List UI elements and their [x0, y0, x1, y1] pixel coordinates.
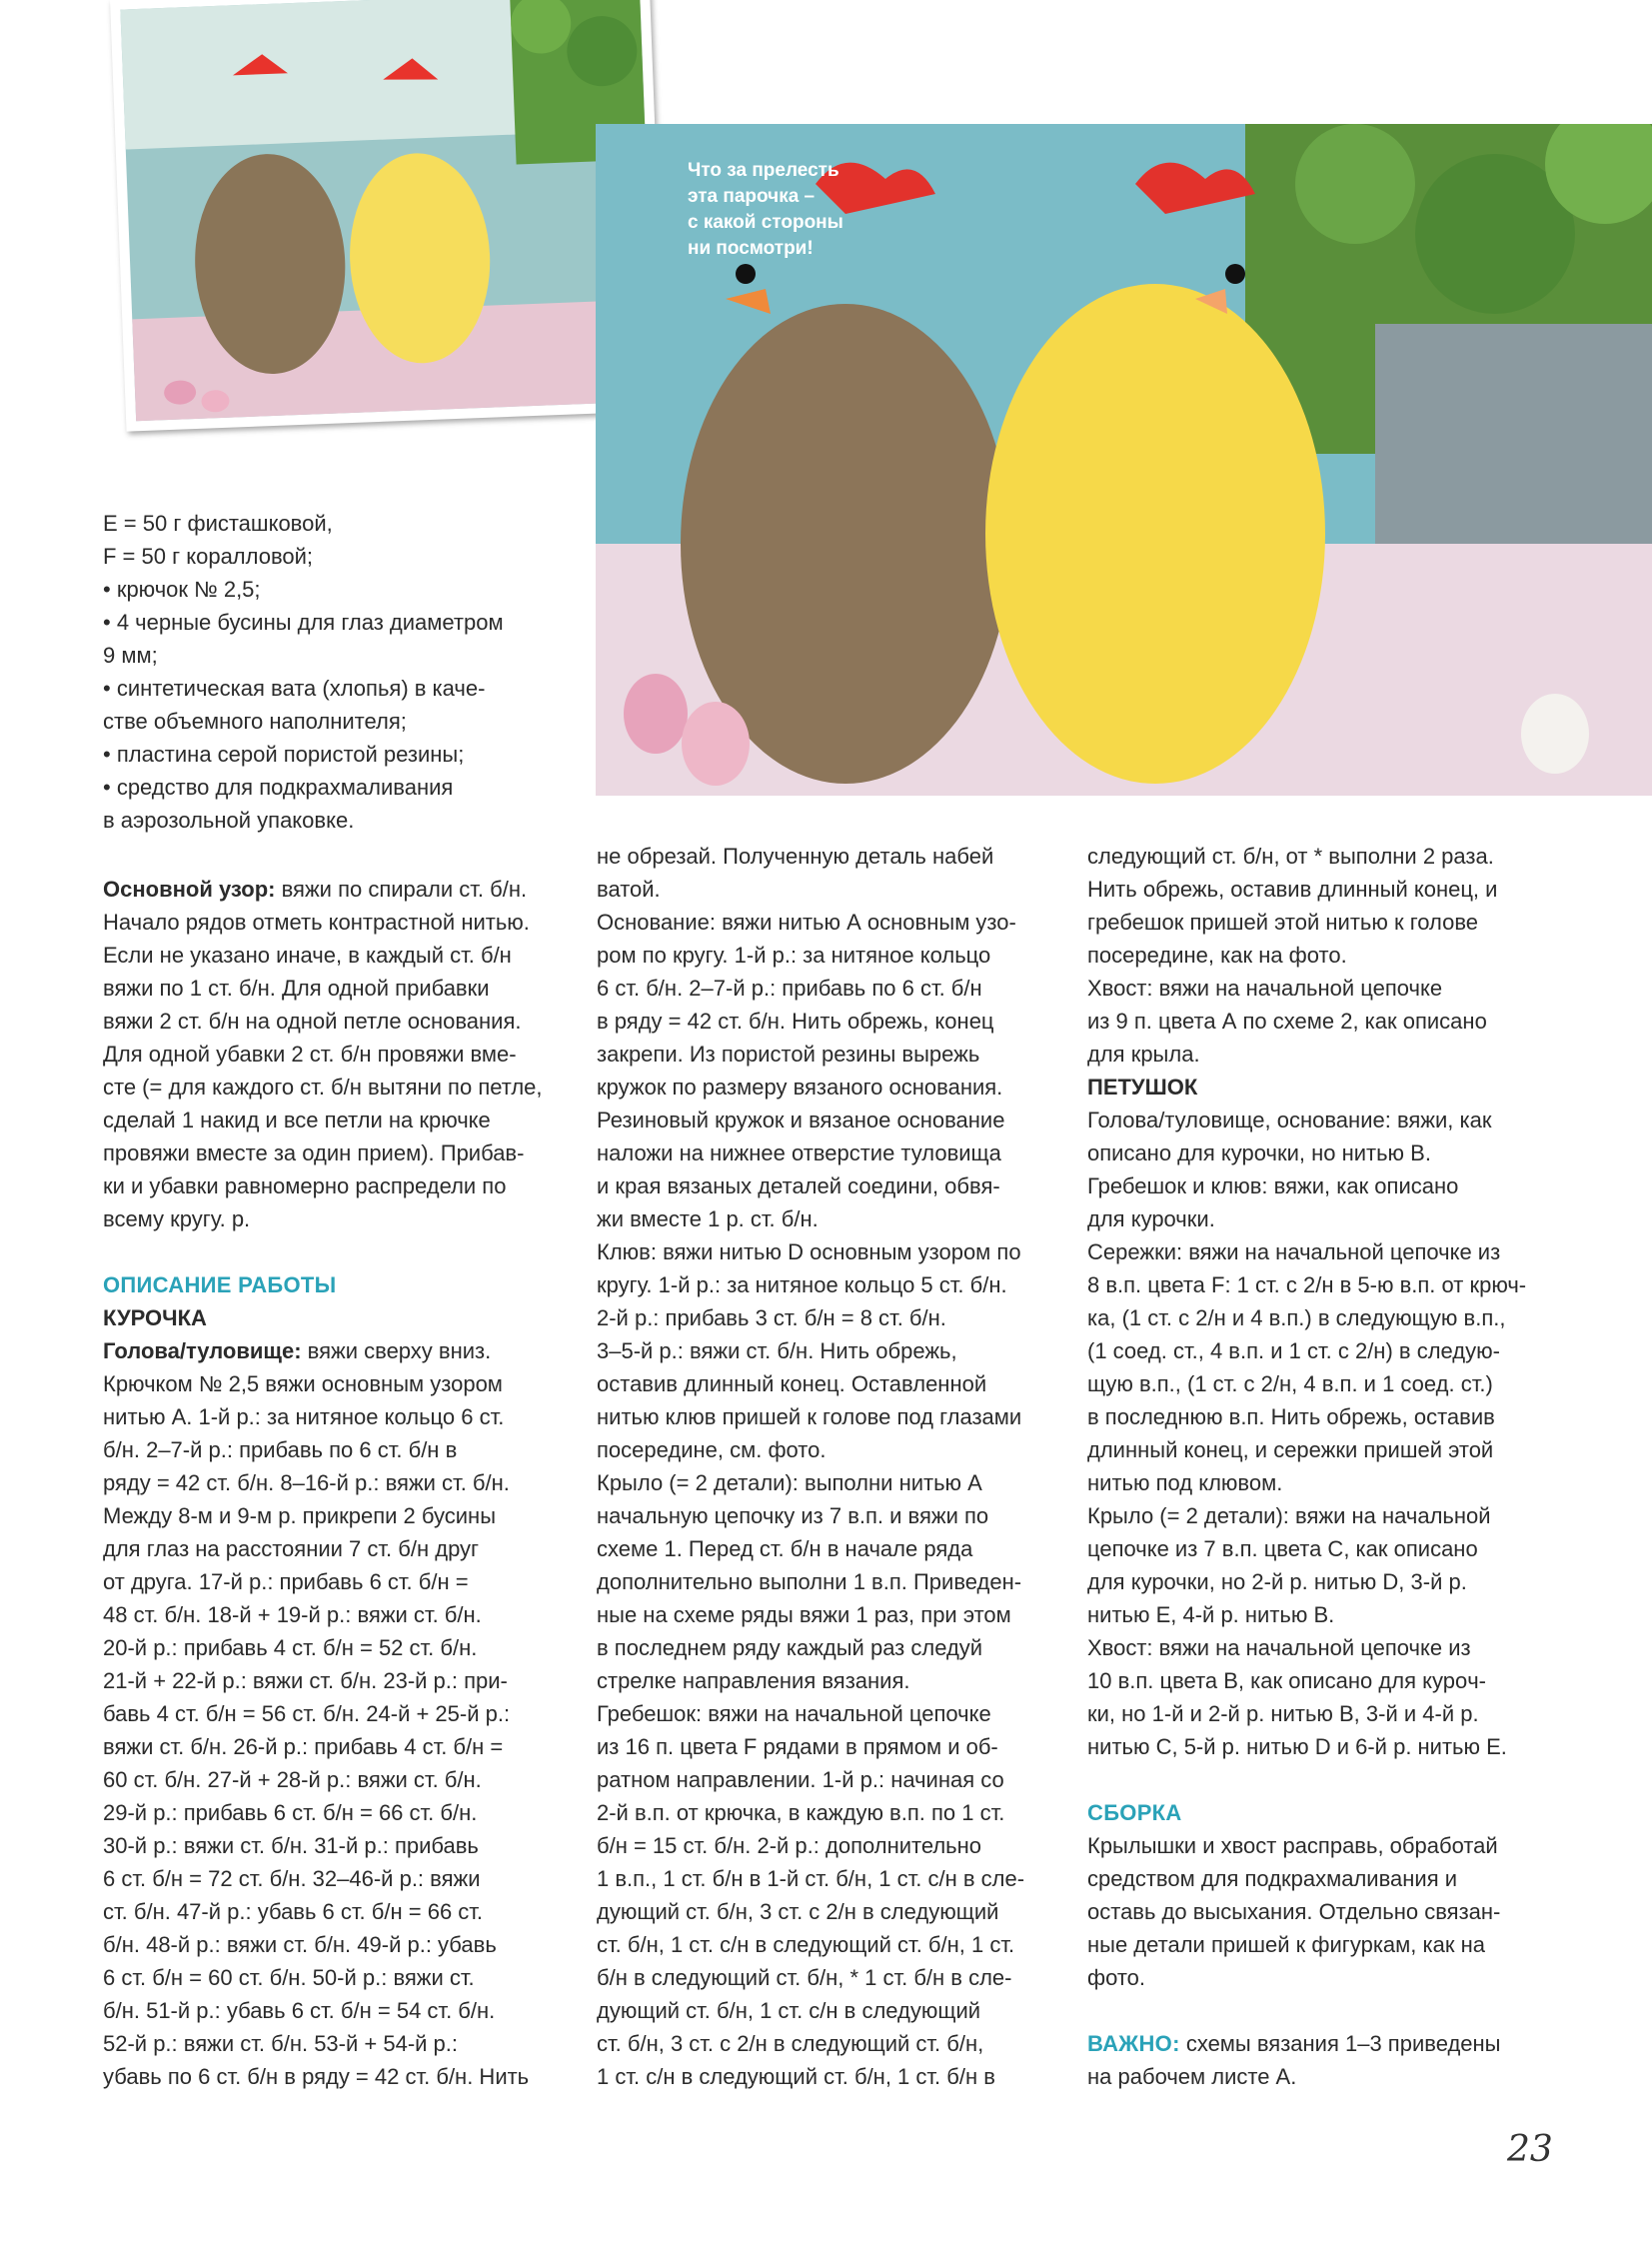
- caption-line: ни посмотри!: [688, 238, 814, 259]
- head-line: бавь 4 ст. б/н = 56 ст. б/н. 24-й + 25-й р.:: [103, 1701, 511, 1726]
- caption-line: эта парочка –: [688, 186, 816, 207]
- pattern-line: Начало рядов отметь контрастной нитью.: [103, 910, 530, 935]
- head-line: ряду = 42 ст. б/н. 8–16-й р.: вяжи ст. б/н.: [103, 1470, 510, 1495]
- col2-line: из 16 п. цвета F рядами в прямом и об-: [597, 1734, 998, 1759]
- pattern-line: Если не указано иначе, в каждый ст. б/н: [103, 943, 512, 968]
- important-line: на рабочем листе А.: [1087, 2064, 1297, 2089]
- col3-line: для курочки.: [1087, 1206, 1215, 1231]
- col2-line: жи вместе 1 р. ст. б/н.: [597, 1206, 819, 1231]
- col2-line: б/н = 15 ст. б/н. 2-й р.: дополнительно: [597, 1833, 982, 1858]
- col2-line: оставив длинный конец. Оставленной: [597, 1371, 987, 1396]
- col3-line: нитью С, 5-й р. нитью D и 6-й р. нитью Е.: [1087, 1734, 1507, 1759]
- head-line: 20-й р.: прибавь 4 ст. б/н = 52 ст. б/н.: [103, 1635, 478, 1660]
- col3-line: Хвост: вяжи на начальной цепочке: [1087, 976, 1443, 1001]
- col2-line: 1 ст. с/н в следующий ст. б/н, 1 ст. б/н в: [597, 2064, 995, 2089]
- col3-line: ки, но 1-й и 2-й р. нитью В, 3-й и 4-й р.: [1087, 1701, 1479, 1726]
- assembly-line: Крылышки и хвост расправь, обработай: [1087, 1833, 1498, 1858]
- head-line: вяжи ст. б/н. 26-й р.: прибавь 4 ст. б/н =: [103, 1734, 504, 1759]
- pattern-line: провяжи вместе за один прием). Прибав-: [103, 1140, 525, 1165]
- materials-line: 9 мм;: [103, 643, 158, 668]
- col3-line: Хвост: вяжи на начальной цепочке из: [1087, 1635, 1471, 1660]
- pattern-line: вяжи по спирали ст. б/н.: [275, 877, 528, 902]
- col3-line: 10 в.п. цвета В, как описано для курoч-: [1087, 1668, 1486, 1693]
- col3-line: посередине, как на фото.: [1087, 943, 1347, 968]
- materials-line: стве объемного наполнителя;: [103, 709, 407, 734]
- head-label: Голова/туловище:: [103, 1338, 302, 1363]
- col2-line: ватой.: [597, 877, 661, 902]
- head-line: 21-й + 22-й р.: вяжи ст. б/н. 23-й р.: при-: [103, 1668, 508, 1693]
- col3-line: нитью Е, 4-й р. нитью В.: [1087, 1602, 1335, 1627]
- pattern-line: вяжи по 1 ст. б/н. Для одной прибавки: [103, 976, 490, 1001]
- head-line: 29-й р.: прибавь 6 ст. б/н = 66 ст. б/н.: [103, 1800, 478, 1825]
- col2-line: Основание: вяжи нитью А основным узо-: [597, 910, 1016, 935]
- col3-line: Нить обрежь, оставив длинный конец, и: [1087, 877, 1498, 902]
- pattern-line: сделай 1 накид и все петли на крючке: [103, 1108, 491, 1132]
- col2-line: 2-й в.п. от крючка, в каждую в.п. по 1 ст.: [597, 1800, 1005, 1825]
- head-line: Между 8-м и 9-м р. прикрепи 2 бусины: [103, 1503, 497, 1528]
- col3-line: из 9 п. цвета А по схеме 2, как описано: [1087, 1009, 1487, 1034]
- materials-line: E = 50 г фисташковой,: [103, 511, 333, 536]
- materials-line: F = 50 г коралловой;: [103, 544, 314, 569]
- col3-line: гребешок пришей этой нитью к голове: [1087, 910, 1479, 935]
- col3-line: цепочке из 7 в.п. цвета С, как описано: [1087, 1536, 1478, 1561]
- important-label: ВАЖНО:: [1087, 2031, 1180, 2056]
- col2-line: наложи на нижнее отверстие туловища: [597, 1140, 1001, 1165]
- col2-line: дующий ст. б/н, 3 ст. с 2/н в следующий: [597, 1899, 999, 1924]
- caption-line: Что за прелесть: [688, 160, 839, 181]
- col2-line: ратном направлении. 1-й р.: начиная со: [597, 1767, 1004, 1792]
- assembly-line: ные детали пришей к фигуркам, как на: [1087, 1932, 1485, 1957]
- head-line: вяжи сверху вниз.: [301, 1338, 492, 1363]
- head-line: для глаз на расстоянии 7 ст. б/н друг: [103, 1536, 480, 1561]
- hen-heading: КУРОЧКА: [103, 1305, 207, 1330]
- col2-line: Резиновый кружок и вязаное основание: [597, 1108, 1005, 1132]
- col2-line: в последнем ряду каждый раз следуй: [597, 1635, 983, 1660]
- page-number: 23: [1507, 2129, 1553, 2170]
- assembly-line: средством для подкрахмаливания и: [1087, 1866, 1458, 1891]
- col2-line: Клюв: вяжи нитью D основным узором по: [597, 1239, 1021, 1264]
- pattern-first-line: [103, 873, 573, 906]
- photo-chickens-back-view: [110, 0, 666, 432]
- head-line: 30-й р.: вяжи ст. б/н. 31-й р.: прибавь: [103, 1833, 479, 1858]
- head-line: ст. б/н. 47-й р.: убавь 6 ст. б/н = 66 ст.: [103, 1899, 484, 1924]
- col2-line: ром по кругу. 1-й р.: за нитяное кольцо: [597, 943, 991, 968]
- head-line: от друга. 17-й р.: прибавь 6 ст. б/н =: [103, 1569, 469, 1594]
- head-line: 6 ст. б/н = 72 ст. б/н. 32–46-й р.: вяжи: [103, 1866, 481, 1891]
- col3-line: описано для курочки, но нитью В.: [1087, 1140, 1431, 1165]
- col2-line: не обрезай. Полученную деталь набей: [597, 844, 994, 869]
- head-line: 6 ст. б/н = 60 ст. б/н. 50-й р.: вяжи ст.: [103, 1965, 475, 1990]
- col3-line: Крыло (= 2 детали): вяжи на начальной: [1087, 1503, 1491, 1528]
- assembly-heading: СБОРКА: [1087, 1800, 1182, 1825]
- col2-line: посередине, см. фото.: [597, 1437, 826, 1462]
- col3-line: Сережки: вяжи на начальной цепочке из: [1087, 1239, 1501, 1264]
- head-line: убавь по 6 ст. б/н в ряду = 42 ст. б/н. Нить: [103, 2064, 530, 2089]
- pattern-line: всему кругу. р.: [103, 1206, 251, 1231]
- materials-line: в аэрозольной упаковке.: [103, 808, 355, 833]
- head-line: б/н. 51-й р.: убавь 6 ст. б/н = 54 ст. б/н.: [103, 1998, 496, 2023]
- column-1-text: [103, 873, 573, 2093]
- col3-line: для крыла.: [1087, 1042, 1200, 1067]
- col2-line: кружок по размеру вязаного основания.: [597, 1075, 1003, 1100]
- head-line: б/н. 2–7-й р.: прибавь по 6 ст. б/н в: [103, 1437, 458, 1462]
- important-line: схемы вязания 1–3 приведены: [1179, 2031, 1501, 2056]
- materials-list: [103, 507, 573, 837]
- col2-line: стрелке направления вязания.: [597, 1668, 910, 1693]
- col2-line: ные на схеме ряды вяжи 1 раз, при этом: [597, 1602, 1011, 1627]
- col3-line: (1 соед. ст., 4 в.п. и 1 ст. с 2/н) в следую-: [1087, 1338, 1500, 1363]
- head-line: 60 ст. б/н. 27-й + 28-й р.: вяжи ст. б/н.: [103, 1767, 482, 1792]
- col2-line: 6 ст. б/н. 2–7-й р.: прибавь по 6 ст. б/н: [597, 976, 982, 1001]
- pattern-line: сте (= для каждого ст. б/н вытяни по петле,: [103, 1075, 543, 1100]
- col3-line: следующий ст. б/н, от * выполни 2 раза.: [1087, 844, 1494, 869]
- col2-line: нитью клюв пришей к голове под глазами: [597, 1404, 1022, 1429]
- head-line: Крючком № 2,5 вяжи основным узором: [103, 1371, 503, 1396]
- head-first-line: [103, 1334, 573, 1367]
- section-heading: ОПИСАНИЕ РАБОТЫ: [103, 1272, 337, 1297]
- col2-line: ст. б/н, 3 ст. с 2/н в следующий ст. б/н,: [597, 2031, 984, 2056]
- column-2-text: [597, 840, 1066, 2093]
- materials-line: • крючок № 2,5;: [103, 577, 261, 602]
- col2-line: Крыло (= 2 детали): выполни нитью А: [597, 1470, 982, 1495]
- pattern-label: Основной узор:: [103, 877, 276, 902]
- col3-line: Гребешок и клюв: вяжи, как описано: [1087, 1173, 1459, 1198]
- materials-line: • синтетическая вата (хлопья) в каче-: [103, 676, 486, 701]
- assembly-line: фото.: [1087, 1965, 1146, 1990]
- head-line: б/н. 48-й р.: вяжи ст. б/н. 49-й р.: убавь: [103, 1932, 497, 1957]
- materials-line: • пластина серой пористой резины;: [103, 742, 465, 767]
- important-first-line: [1087, 2027, 1567, 2060]
- pattern-line: Для одной убавки 2 ст. б/н провяжи вме-: [103, 1042, 517, 1067]
- col2-line: начальную цепочку из 7 в.п. и вяжи по: [597, 1503, 989, 1528]
- col2-line: и края вязаных деталей соедини, обвя-: [597, 1173, 1000, 1198]
- col3-line: нитью под клювом.: [1087, 1470, 1283, 1495]
- head-line: 48 ст. б/н. 18-й + 19-й р.: вяжи ст. б/н.: [103, 1602, 482, 1627]
- head-line: 52-й р.: вяжи ст. б/н. 53-й + 54-й р.:: [103, 2031, 459, 2056]
- col2-line: закрепи. Из пористой резины вырежь: [597, 1042, 980, 1067]
- caption-line: с какой стороны: [688, 212, 843, 233]
- pattern-line: ки и убавки равномерно распредели по: [103, 1173, 507, 1198]
- col2-line: 1 в.п., 1 ст. б/н в 1-й ст. б/н, 1 ст. с/н в сле-: [597, 1866, 1025, 1891]
- col2-line: дополнительно выполни 1 в.п. Приведен-: [597, 1569, 1022, 1594]
- col2-line: ст. б/н, 1 ст. с/н в следующий ст. б/н, 1 ст.: [597, 1932, 1015, 1957]
- col2-line: дующий ст. б/н, 1 ст. с/н в следующий: [597, 1998, 981, 2023]
- col2-line: Гребешок: вяжи на начальной цепочке: [597, 1701, 991, 1726]
- materials-line: • средство для подкрахмаливания: [103, 775, 454, 800]
- col2-line: схеме 1. Перед ст. б/н в начале ряда: [597, 1536, 973, 1561]
- col3-line: Голова/туловище, основание: вяжи, как: [1087, 1108, 1492, 1132]
- col2-line: в ряду = 42 ст. б/н. Нить обрежь, конец: [597, 1009, 994, 1034]
- rooster-heading: ПЕТУШОК: [1087, 1075, 1198, 1100]
- col3-line: для курочки, но 2-й р. нитью D, 3-й р.: [1087, 1569, 1467, 1594]
- col3-line: ка, (1 ст. с 2/н и 4 в.п.) в следующую в.п.,: [1087, 1305, 1506, 1330]
- col2-line: 2-й р.: прибавь 3 ст. б/н = 8 ст. б/н.: [597, 1305, 946, 1330]
- col3-line: в последнюю в.п. Нить обрежь, оставив: [1087, 1404, 1495, 1429]
- head-line: нитью А. 1-й р.: за нитяное кольцо 6 ст.: [103, 1404, 505, 1429]
- column-3-text: [1087, 840, 1567, 2093]
- col2-line: кругу. 1-й р.: за нитяное кольцо 5 ст. б/н.: [597, 1272, 1007, 1297]
- pattern-line: вяжи 2 ст. б/н на одной петле основания.: [103, 1009, 522, 1034]
- col3-line: длинный конец, и сережки пришей этой: [1087, 1437, 1494, 1462]
- materials-line: • 4 черные бусины для глаз диаметром: [103, 610, 504, 635]
- photo-caption: [688, 158, 887, 262]
- assembly-line: оставь до высыхания. Отдельно связан-: [1087, 1899, 1501, 1924]
- col3-line: 8 в.п. цвета F: 1 ст. с 2/н в 5-ю в.п. от крюч-: [1087, 1272, 1527, 1297]
- col2-line: 3–5-й р.: вяжи ст. б/н. Нить обрежь,: [597, 1338, 957, 1363]
- col2-line: б/н в следующий ст. б/н, * 1 ст. б/н в сле-: [597, 1965, 1012, 1990]
- col3-line: щую в.п., (1 ст. с 2/н, 4 в.п. и 1 соед. ст.): [1087, 1371, 1493, 1396]
